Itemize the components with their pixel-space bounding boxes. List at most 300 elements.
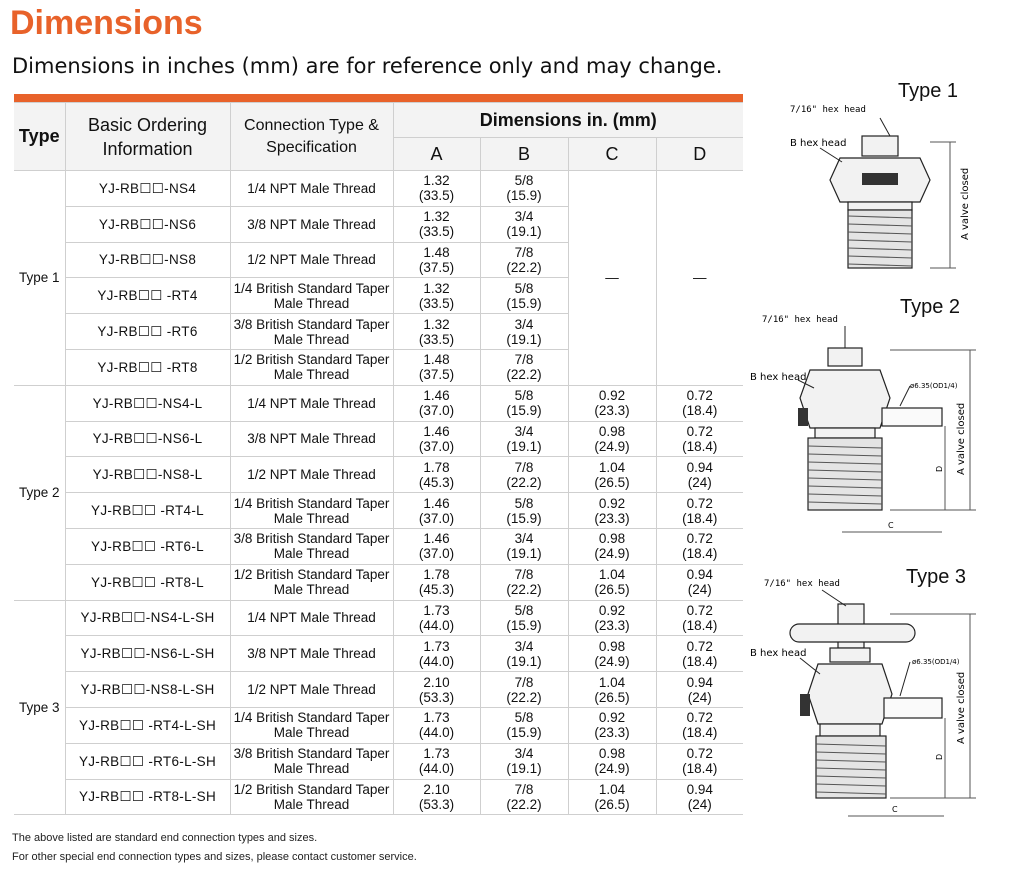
type3-a-label: A valve closed [956,671,967,744]
table-row [14,171,743,207]
connection-spec [230,636,393,672]
dim-d-cell [656,743,743,779]
dim-c-cell [568,493,656,529]
dim-a-cell [393,385,480,421]
dim-c-inches: 0.92 [598,495,626,511]
spec-line2: Male Thread [273,725,350,741]
dim-d-mm: (18.4) [682,725,718,741]
table-row [14,743,743,779]
dim-d-cell [656,528,743,564]
ordering-code: YJ-RB☐☐ -RT8-L [65,564,230,600]
dim-b-cell [480,242,568,278]
dim-b-mm: (19.1) [506,331,542,347]
dim-d-inches: 0.72 [686,602,713,618]
dim-a-cell [393,421,480,457]
dim-c-mm: (23.3) [594,403,630,419]
dim-a-cell [393,242,480,278]
header-basic-line2: Information [102,138,193,159]
dim-c-inches: 1.04 [598,459,626,475]
ordering-code: YJ-RB☐☐ -RT8-L-SH [65,779,230,815]
type3-dia-label: ø6.35(OD1/4) [912,658,960,666]
type3-diagram [750,574,990,824]
spec-line1: 1/4 NPT Male Thread [247,610,376,626]
dim-b-inches: 3/4 [514,316,534,332]
dim-b-inches: 5/8 [514,280,534,296]
dim-b-inches: 7/8 [514,244,534,260]
dim-d-inches: 0.72 [686,531,713,547]
dim-d-mm: (24) [687,796,712,812]
type2-title: Type 2 [900,296,961,318]
spec-line2: Male Thread [273,761,350,777]
connection-spec [230,707,393,743]
dim-b-mm: (22.2) [506,259,542,275]
dim-b-mm: (22.2) [506,689,542,705]
ordering-code: YJ-RB☐☐-NS8-L-SH [65,672,230,708]
dim-b-inches: 5/8 [514,602,534,618]
dim-d-inches: 0.94 [686,781,713,797]
dim-b-mm: (19.1) [506,653,542,669]
spec-line1: 1/2 NPT Male Thread [247,252,376,268]
type3-c-label: C [892,805,898,814]
spec-line1: 1/2 British Standard Taper [233,781,390,797]
ordering-code: YJ-RB☐☐ -RT6-L-SH [65,743,230,779]
table-body [14,171,743,815]
type2-diagram [750,310,990,540]
dim-c-inches: 1.04 [598,674,626,690]
dim-d-mm: (18.4) [682,510,718,526]
dim-a-cell [393,779,480,815]
type-group-label: Type 3 [14,600,65,815]
type2-a-label: A valve closed [956,402,967,475]
spec-line1: 1/4 NPT Male Thread [247,395,376,411]
connection-spec [230,779,393,815]
dim-b-inches: 5/8 [514,173,534,189]
dim-d-cell [656,636,743,672]
dim-a-mm: (53.3) [418,689,455,705]
dim-a-cell [393,457,480,493]
spec-line1: 3/8 British Standard Taper [233,746,390,762]
spec-line1: 1/2 NPT Male Thread [247,467,376,483]
dim-c-mm: (26.5) [594,689,630,705]
dim-b-cell [480,707,568,743]
spec-line1: 3/8 NPT Male Thread [247,431,376,447]
dim-c-inches: 0.98 [598,638,626,654]
dim-c-inches: 1.04 [598,781,626,797]
dim-a-mm: (44.0) [418,617,455,633]
spec-line2: Male Thread [273,796,350,812]
dim-b-cell [480,636,568,672]
connection-spec [230,171,393,207]
type2-hex-label: 7/16" hex head [762,315,838,325]
dim-a-inches: 2.10 [423,674,450,690]
dim-a-cell [393,743,480,779]
table-row [14,528,743,564]
dim-b-mm: (15.9) [506,725,542,741]
dim-d-inches: 0.72 [686,746,713,762]
dim-b-inches: 5/8 [514,495,534,511]
dim-a-inches: 1.48 [423,244,450,260]
dim-c-mm: (24.9) [594,653,630,669]
dim-c-inches: 0.92 [598,388,626,404]
dim-b-inches: 7/8 [514,352,534,368]
dim-b-cell [480,349,568,385]
dim-a-cell [393,636,480,672]
dim-b-mm: (19.1) [506,761,542,777]
dim-d-inches: 0.94 [686,674,713,690]
dim-b-cell [480,314,568,350]
dim-b-cell [480,743,568,779]
type1-small-hex [862,136,898,156]
dim-b-cell [480,779,568,815]
ordering-code: YJ-RB☐☐-NS4 [65,171,230,207]
connection-spec [230,421,393,457]
header-dimensions: Dimensions in. (mm) [393,103,743,138]
dim-a-inches: 1.46 [423,423,450,439]
connection-spec [230,349,393,385]
dim-d-mm: (18.4) [682,761,718,777]
footnote-2: For other special end connection types and sizes, please contact customer service. [12,851,417,863]
dim-a-cell [393,600,480,636]
dim-c-cell [568,743,656,779]
dim-d-inches: 0.72 [686,495,713,511]
dim-b-cell [480,457,568,493]
type1-b-label: B hex head [790,138,847,149]
dim-a-inches: 1.32 [423,316,450,332]
spec-line1: 1/2 British Standard Taper [233,352,390,368]
dim-b-mm: (19.1) [506,224,542,240]
dim-c-mm: (24.9) [594,761,630,777]
dim-a-inches: 1.48 [423,352,450,368]
connection-spec [230,385,393,421]
dim-a-inches: 1.46 [423,495,450,511]
dim-b-inches: 7/8 [514,459,534,475]
dim-a-inches: 1.46 [423,531,450,547]
dim-b-mm: (15.9) [506,295,542,311]
dim-a-mm: (37.0) [418,403,455,419]
spec-line1: 1/4 British Standard Taper [233,495,390,511]
dim-c-cell [568,636,656,672]
table-row [14,672,743,708]
dim-b-cell [480,528,568,564]
type3-title: Type 3 [906,566,967,588]
spec-line2: Male Thread [273,295,350,311]
dim-c-cell [568,421,656,457]
ordering-code: YJ-RB☐☐ -RT6 [65,314,230,350]
dim-b-cell [480,672,568,708]
dim-c-cell [568,457,656,493]
dim-a-cell [393,349,480,385]
ordering-code: YJ-RB☐☐-NS8-L [65,457,230,493]
ordering-code: YJ-RB☐☐-NS8 [65,242,230,278]
header-col-a: A [393,138,480,171]
header-type: Type [14,103,65,171]
dim-a-mm: (44.0) [418,725,455,741]
dim-a-mm: (44.0) [418,653,455,669]
dim-c-mm: (23.3) [594,510,630,526]
dim-d-cell [656,457,743,493]
dim-d-inches: 0.72 [686,710,713,726]
dim-b-inches: 7/8 [514,567,534,583]
dim-a-mm: (45.3) [418,582,455,598]
dim-c-cell [568,528,656,564]
dim-a-mm: (33.5) [418,295,455,311]
dim-d-empty: — [656,171,743,386]
dim-c-mm: (24.9) [594,546,630,562]
dim-a-mm: (37.0) [418,438,455,454]
header-conn-line1: Connection Type & [244,116,379,134]
dim-b-cell [480,171,568,207]
dim-a-mm: (37.5) [418,367,455,383]
ordering-code: YJ-RB☐☐ -RT4-L [65,493,230,529]
dim-d-cell [656,707,743,743]
ordering-code: YJ-RB☐☐ -RT4-L-SH [65,707,230,743]
dim-a-inches: 1.73 [423,602,450,618]
dim-d-mm: (24) [687,582,712,598]
ordering-code: YJ-RB☐☐ -RT4 [65,278,230,314]
type3-d-label: D [935,753,944,760]
dim-a-cell [393,564,480,600]
dim-b-mm: (22.2) [506,474,542,490]
dim-a-cell [393,672,480,708]
header-basic-line1: Basic Ordering [87,114,208,135]
spec-line2: Male Thread [273,367,350,383]
dim-b-inches: 3/4 [514,531,534,547]
dim-a-inches: 1.73 [423,638,450,654]
dim-b-cell [480,385,568,421]
page-title: Dimensions [10,4,203,42]
type1-hex-label: 7/16" hex head [790,105,866,115]
dim-b-cell [480,493,568,529]
dim-d-cell [656,421,743,457]
spec-line1: 3/8 NPT Male Thread [247,216,376,232]
table-row [14,385,743,421]
connection-spec [230,672,393,708]
spec-line2: Male Thread [273,510,350,526]
ordering-code: YJ-RB☐☐-NS6-L-SH [65,636,230,672]
table-row [14,707,743,743]
dim-c-mm: (23.3) [594,617,630,633]
footnote-1: The above listed are standard end connection types and sizes. [12,832,318,844]
dim-a-mm: (37.5) [418,259,455,275]
header-connection [230,103,393,171]
dim-c-cell [568,600,656,636]
ordering-code: YJ-RB☐☐-NS4-L [65,385,230,421]
dim-a-inches: 1.78 [423,567,450,583]
dim-d-cell [656,672,743,708]
dim-b-inches: 3/4 [514,638,534,654]
table-row [14,493,743,529]
header-basic-ordering [65,103,230,171]
connection-spec [230,206,393,242]
page-subtitle: Dimensions in inches (mm) are for reference only and may change. [12,54,723,78]
dim-a-mm: (33.5) [418,188,455,204]
dim-b-mm: (15.9) [506,403,542,419]
header-col-d: D [656,138,743,171]
dim-b-inches: 7/8 [514,674,534,690]
connection-spec [230,564,393,600]
dim-b-mm: (22.2) [506,796,542,812]
dim-b-mm: (22.2) [506,367,542,383]
connection-spec [230,457,393,493]
dim-c-cell [568,779,656,815]
dim-d-cell [656,385,743,421]
dim-c-inches: 0.92 [598,602,626,618]
dim-c-mm: (26.5) [594,582,630,598]
type1-thread [848,210,912,268]
dim-d-mm: (24) [687,474,712,490]
spec-line1: 3/8 British Standard Taper [233,316,390,332]
dim-b-cell [480,564,568,600]
spec-line1: 3/8 British Standard Taper [233,531,390,547]
dim-a-mm: (37.0) [418,546,455,562]
dim-b-mm: (15.9) [506,188,542,204]
type1-diagram [780,98,980,278]
dim-b-mm: (19.1) [506,546,542,562]
dim-b-inches: 3/4 [514,423,534,439]
ordering-code: YJ-RB☐☐-NS4-L-SH [65,600,230,636]
type1-a-label: A valve closed [960,167,971,240]
dim-d-inches: 0.94 [686,567,713,583]
spec-line1: 1/4 NPT Male Thread [247,180,376,196]
dim-b-cell [480,206,568,242]
header-col-b: B [480,138,568,171]
table-row [14,636,743,672]
spec-line1: 3/8 NPT Male Thread [247,646,376,662]
connection-spec [230,743,393,779]
connection-spec [230,493,393,529]
dim-b-inches: 7/8 [514,781,534,797]
dim-a-cell [393,171,480,207]
dim-d-mm: (18.4) [682,617,718,633]
dim-d-mm: (18.4) [682,653,718,669]
dim-b-inches: 3/4 [514,209,534,225]
type2-dia-label: ø6.35(OD1/4) [910,382,958,390]
ordering-code: YJ-RB☐☐-NS6-L [65,421,230,457]
dim-a-mm: (45.3) [418,474,455,490]
dim-c-empty: — [568,171,656,386]
dim-d-mm: (18.4) [682,546,718,562]
dim-a-mm: (33.5) [418,224,455,240]
dim-d-mm: (18.4) [682,403,718,419]
connection-spec [230,314,393,350]
dim-c-cell [568,564,656,600]
dim-a-inches: 2.10 [423,781,450,797]
dim-d-inches: 0.94 [686,459,713,475]
dimensions-table [14,102,743,815]
dim-c-inches: 0.98 [598,746,626,762]
dim-c-mm: (24.9) [594,438,630,454]
dim-a-inches: 1.78 [423,459,450,475]
type3-b-label: B hex head [750,648,807,659]
dim-a-mm: (33.5) [418,331,455,347]
dim-c-mm: (26.5) [594,474,630,490]
spec-line1: 1/2 British Standard Taper [233,567,390,583]
dim-c-mm: (26.5) [594,796,630,812]
table-row [14,421,743,457]
spec-line1: 1/4 British Standard Taper [233,280,390,296]
dim-a-cell [393,707,480,743]
dim-c-inches: 0.92 [598,710,626,726]
dim-a-cell [393,528,480,564]
dim-d-cell [656,600,743,636]
connection-spec [230,242,393,278]
dim-b-inches: 3/4 [514,746,534,762]
dim-b-cell [480,278,568,314]
dim-a-inches: 1.73 [423,710,450,726]
dim-d-mm: (24) [687,689,712,705]
table-row [14,779,743,815]
table-row [14,600,743,636]
dim-d-mm: (18.4) [682,438,718,454]
dim-a-inches: 1.32 [423,209,450,225]
dim-a-inches: 1.73 [423,746,450,762]
type-group-label: Type 2 [14,385,65,600]
dim-d-cell [656,564,743,600]
ordering-code: YJ-RB☐☐ -RT8 [65,349,230,385]
ordering-code: YJ-RB☐☐-NS6 [65,206,230,242]
type1-title: Type 1 [898,80,959,102]
ordering-code: YJ-RB☐☐ -RT6-L [65,528,230,564]
dim-c-cell [568,707,656,743]
dim-b-cell [480,421,568,457]
spec-line2: Male Thread [273,546,350,562]
header-col-c: C [568,138,656,171]
dim-d-cell [656,493,743,529]
dim-d-inches: 0.72 [686,423,713,439]
dim-d-inches: 0.72 [686,388,713,404]
dim-a-inches: 1.32 [423,280,450,296]
connection-spec [230,600,393,636]
dim-b-inches: 5/8 [514,710,534,726]
dim-b-mm: (22.2) [506,582,542,598]
dim-a-cell [393,493,480,529]
spec-line1: 1/4 British Standard Taper [233,710,390,726]
header-conn-line2: Specification [266,138,357,156]
connection-spec [230,528,393,564]
dim-b-mm: (15.9) [506,617,542,633]
spec-line2: Male Thread [273,582,350,598]
type2-b-label: B hex head [750,372,807,383]
dim-a-mm: (44.0) [418,761,455,777]
type3-hex-label: 7/16" hex head [764,579,840,589]
dim-b-mm: (19.1) [506,438,542,454]
dim-a-mm: (37.0) [418,510,455,526]
type-group-label: Type 1 [14,171,65,386]
table-row [14,564,743,600]
spec-line1: 1/2 NPT Male Thread [247,682,376,698]
connection-spec [230,278,393,314]
dim-a-inches: 1.46 [423,388,450,404]
spec-line2: Male Thread [273,331,350,347]
dim-c-cell [568,385,656,421]
type2-d-label: D [935,465,944,472]
type2-c-label: C [888,521,894,530]
dim-a-inches: 1.32 [423,173,450,189]
dim-d-inches: 0.72 [686,638,713,654]
dim-c-inches: 0.98 [598,423,626,439]
dim-c-inches: 1.04 [598,567,626,583]
dim-a-cell [393,206,480,242]
dim-b-inches: 5/8 [514,388,534,404]
dim-a-cell [393,314,480,350]
dim-b-cell [480,600,568,636]
table-row [14,457,743,493]
dim-c-cell [568,672,656,708]
dim-b-mm: (15.9) [506,510,542,526]
dim-a-cell [393,278,480,314]
dim-d-cell [656,779,743,815]
accent-bar [14,94,743,102]
